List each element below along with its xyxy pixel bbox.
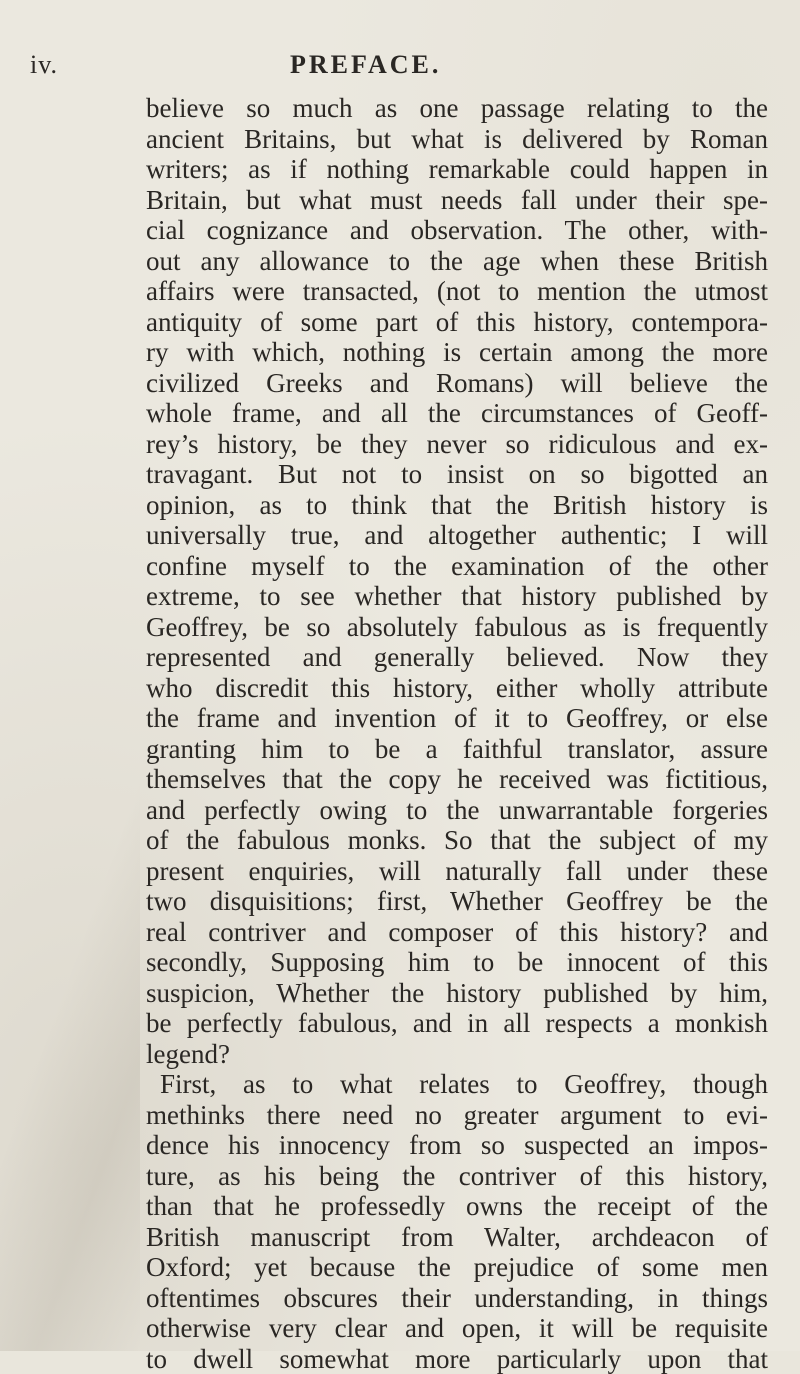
text-line: granting him to be a faithful translator, assure bbox=[146, 734, 768, 765]
text-line: ancient Britains, but what is delivered by Roman bbox=[146, 124, 768, 155]
text-line: oftentimes obscures their understanding, in things bbox=[146, 1283, 768, 1314]
text-line: methinks there need no greater argument to evi- bbox=[146, 1100, 768, 1131]
text-line: to dwell somewhat more particularly upon that bbox=[146, 1344, 768, 1374]
text-line: civilized Greeks and Romans) will believe the bbox=[146, 368, 768, 399]
text-line: be perfectly fabulous, and in all respects a monkish bbox=[146, 1008, 768, 1039]
text-line: antiquity of some part of this history, contempora- bbox=[146, 307, 768, 338]
text-line: travagant. But not to insist on so bigotted an bbox=[146, 459, 768, 490]
text-line: present enquiries, will naturally fall under these bbox=[146, 856, 768, 887]
text-line: affairs were transacted, (not to mention the utmost bbox=[146, 276, 768, 307]
text-line: the frame and invention of it to Geoffrey, or else bbox=[146, 703, 768, 734]
text-line: suspicion, Whether the history published by him, bbox=[146, 978, 768, 1009]
text-line: Geoffrey, be so absolutely fabulous as is frequently bbox=[146, 612, 768, 643]
text-line: who discredit this history, either wholly attribute bbox=[146, 673, 768, 704]
text-line: Oxford; yet because the prejudice of some men bbox=[146, 1252, 768, 1283]
text-line: of the fabulous monks. So that the subject of my bbox=[146, 825, 768, 856]
text-line: dence his innocency from so suspected an impos- bbox=[146, 1130, 768, 1161]
text-line: real contriver and composer of this history? and bbox=[146, 917, 768, 948]
text-line: otherwise very clear and open, it will be requisite bbox=[146, 1313, 768, 1344]
text-line: secondly, Supposing him to be innocent of this bbox=[146, 947, 768, 978]
text-line: ry with which, nothing is certain among the more bbox=[146, 337, 768, 368]
text-line: writers; as if nothing remarkable could happen in bbox=[146, 154, 768, 185]
text-line: universally true, and altogether authentic; I will bbox=[146, 520, 768, 551]
running-title: PREFACE. bbox=[290, 50, 441, 80]
text-line: two disquisitions; first, Whether Geoffrey be the bbox=[146, 886, 768, 917]
page-number: iv. bbox=[30, 50, 58, 80]
text-line: First, as to what relates to Geoffrey, though bbox=[146, 1069, 768, 1100]
text-line: than that he professedly owns the receipt of the bbox=[146, 1191, 768, 1222]
text-line: themselves that the copy he received was fictitious, bbox=[146, 764, 768, 795]
text-line: out any allowance to the age when these British bbox=[146, 246, 768, 277]
text-line: opinion, as to think that the British history is bbox=[146, 490, 768, 521]
text-line: British manuscript from Walter, archdeacon of bbox=[146, 1222, 768, 1253]
text-line: legend? bbox=[146, 1039, 768, 1070]
text-line: and perfectly owing to the unwarrantable forgeries bbox=[146, 795, 768, 826]
text-line: cial cognizance and observation. The other, with- bbox=[146, 215, 768, 246]
page-shadow bbox=[0, 780, 140, 1351]
body-text bbox=[146, 93, 768, 1374]
text-line: Britain, but what must needs fall under their spe- bbox=[146, 185, 768, 216]
text-line: extreme, to see whether that history published by bbox=[146, 581, 768, 612]
text-line: ture, as his being the contriver of this history, bbox=[146, 1161, 768, 1192]
text-line: represented and generally believed. Now they bbox=[146, 642, 768, 673]
text-line: rey’s history, be they never so ridiculous and ex- bbox=[146, 429, 768, 460]
text-line: confine myself to the examination of the other bbox=[146, 551, 768, 582]
text-line: believe so much as one passage relating to the bbox=[146, 93, 768, 124]
text-line: whole frame, and all the circumstances of Geoff- bbox=[146, 398, 768, 429]
